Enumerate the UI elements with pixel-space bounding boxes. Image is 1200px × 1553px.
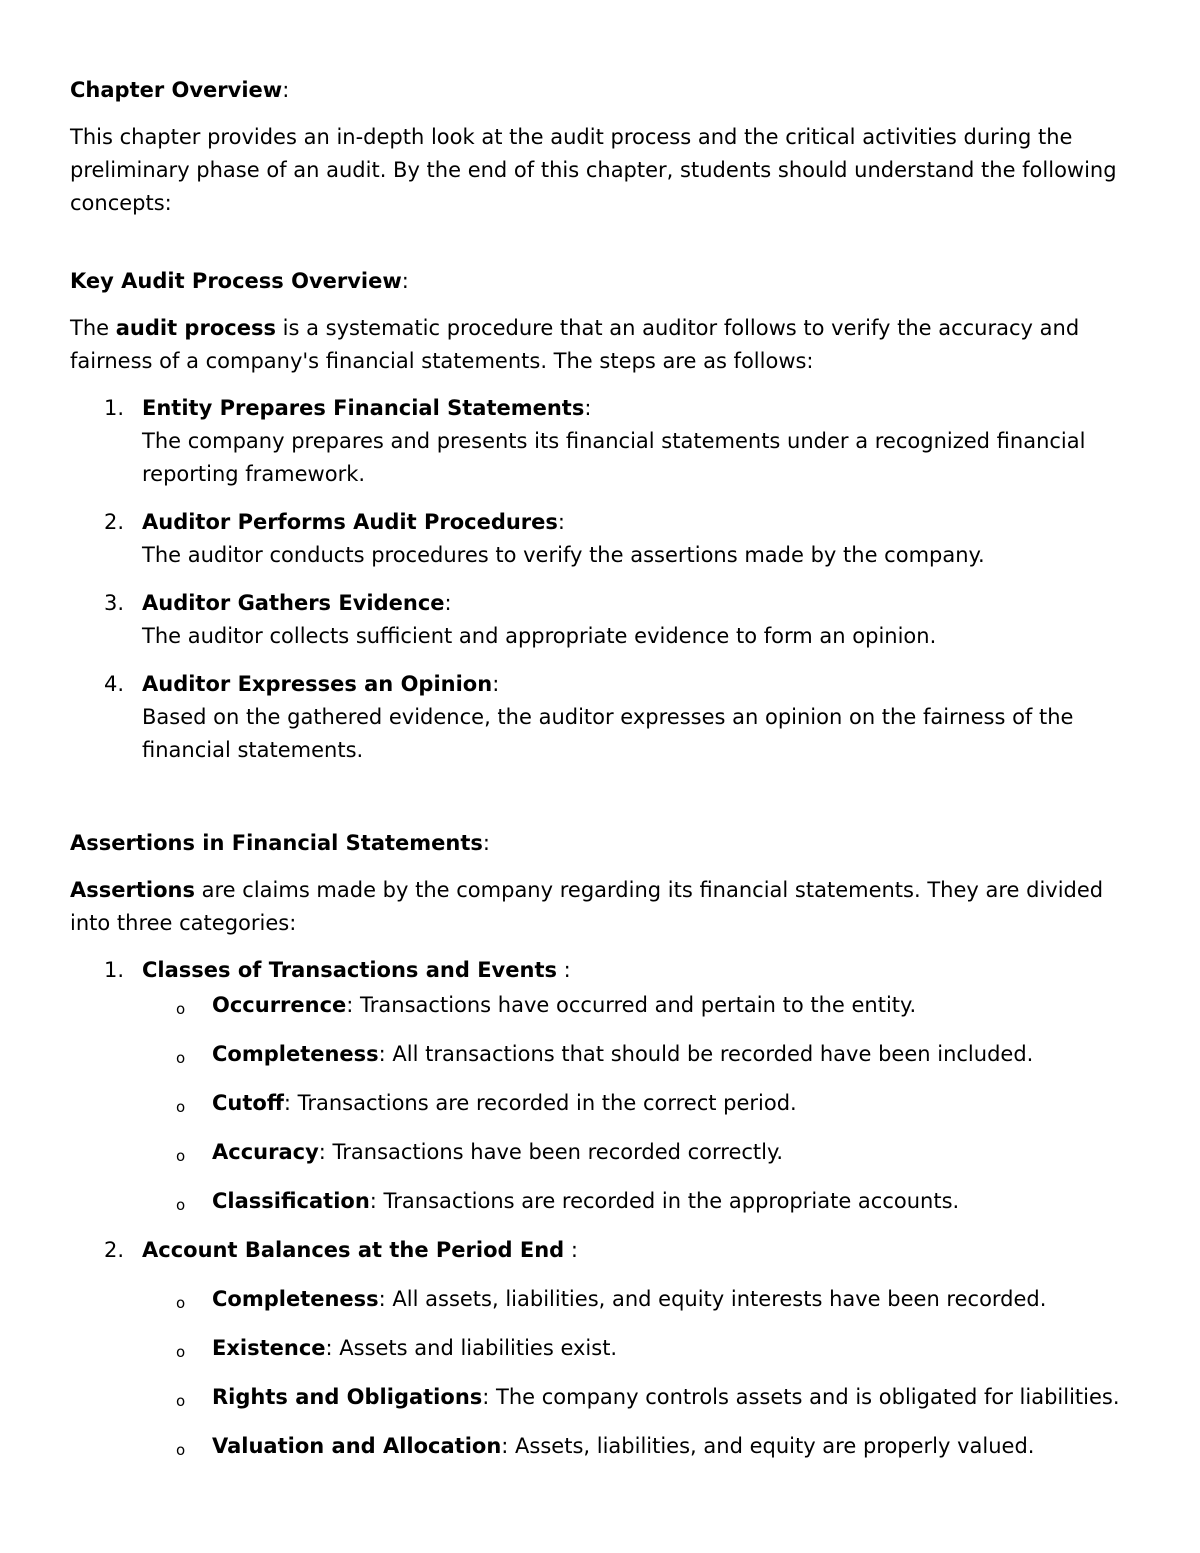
- step-title: Auditor Gathers Evidence: [142, 591, 445, 615]
- step-title: Auditor Performs Audit Procedures: [142, 510, 558, 534]
- list-item: o Accuracy: Transactions have been recorded correctly.: [142, 1136, 1130, 1169]
- list-item: 2. Account Balances at the Period End : o Completeness: All assets, liabilities, and equity interests have been recorded. o Existence: Assets and liabilities exist. o Rights and Obligations: The company controls assets and is obligated for liabilities. o Valuation and Allocation: Assets, liabilities, and equity are properly valued.: [70, 1234, 1130, 1463]
- circle-bullet-icon: o: [176, 1294, 186, 1312]
- list-item: o Classification: Transactions are recorded in the appropriate accounts.: [142, 1185, 1130, 1218]
- list-item: 1. Entity Prepares Financial Statements: The company prepares and presents its financial statements under a recognized financial reporting framework.: [70, 392, 1130, 491]
- category-title: Account Balances at the Period End: [142, 1238, 565, 1262]
- list-item: 4. Auditor Expresses an Opinion: Based on the gathered evidence, the auditor expresses an opinion on the fairness of the financial statements.: [70, 668, 1130, 767]
- step-description: The auditor collects sufficient and appropriate evidence to form an opinion.: [142, 624, 937, 648]
- key-audit-heading: Key Audit Process Overview:: [70, 269, 409, 293]
- list-item: o Existence: Assets and liabilities exist.: [142, 1332, 1130, 1365]
- key-audit-intro: The audit process is a systematic procedure that an auditor follows to verify the accuracy and fairness of a company's financial statements. The steps are as follows:: [70, 316, 1080, 373]
- list-item: o Completeness: All transactions that should be recorded have been included.: [142, 1038, 1130, 1071]
- circle-bullet-icon: o: [176, 1196, 186, 1214]
- circle-bullet-icon: o: [176, 1098, 186, 1116]
- list-item: 1. Classes of Transactions and Events : o Occurrence: Transactions have occurred and pertain to the entity. o Completeness: All transactions that should be recorded have been included. o Cutoff: Transactions are recorded in the correct period. o Accuracy: Transactions have been recorded correctly. o Classification: Transactions are recorded in the appropriate accounts.: [70, 954, 1130, 1218]
- audit-steps-list: [70, 392, 1130, 767]
- circle-bullet-icon: o: [176, 1049, 186, 1067]
- assertion-sublist: [142, 989, 1130, 1218]
- list-item: o Rights and Obligations: The company controls assets and is obligated for liabilities.: [142, 1381, 1130, 1414]
- circle-bullet-icon: o: [176, 1000, 186, 1018]
- list-item: 3. Auditor Gathers Evidence: The auditor collects sufficient and appropriate evidence to form an opinion.: [70, 587, 1130, 653]
- circle-bullet-icon: o: [176, 1147, 186, 1165]
- step-title: Entity Prepares Financial Statements: [142, 396, 585, 420]
- step-title: Auditor Expresses an Opinion: [142, 672, 493, 696]
- step-description: Based on the gathered evidence, the auditor expresses an opinion on the fairness of the financial statements.: [142, 705, 1074, 762]
- step-description: The auditor conducts procedures to verify the assertions made by the company.: [142, 543, 985, 567]
- assertions-heading: Assertions in Financial Statements:: [70, 831, 490, 855]
- circle-bullet-icon: o: [176, 1441, 186, 1459]
- assertion-sublist: [142, 1283, 1130, 1463]
- category-title: Classes of Transactions and Events: [142, 958, 557, 982]
- list-item: o Cutoff: Transactions are recorded in the correct period.: [142, 1087, 1130, 1120]
- circle-bullet-icon: o: [176, 1343, 186, 1361]
- list-item: o Valuation and Allocation: Assets, liabilities, and equity are properly valued.: [142, 1430, 1130, 1463]
- list-item: o Occurrence: Transactions have occurred and pertain to the entity.: [142, 989, 1130, 1022]
- list-item: o Completeness: All assets, liabilities, and equity interests have been recorded.: [142, 1283, 1130, 1316]
- chapter-overview-paragraph: This chapter provides an in-depth look at the audit process and the critical activities during the preliminary phase of an audit. By the end of this chapter, students should understand the following concepts:: [70, 125, 1117, 215]
- circle-bullet-icon: o: [176, 1392, 186, 1410]
- list-item: 2. Auditor Performs Audit Procedures: The auditor conducts procedures to verify the assertions made by the company.: [70, 506, 1130, 572]
- assertion-categories-list: [70, 954, 1130, 1463]
- document-page: [70, 74, 1130, 1479]
- chapter-overview-heading: Chapter Overview:: [70, 78, 290, 102]
- step-description: The company prepares and presents its financial statements under a recognized financial reporting framework.: [142, 429, 1086, 486]
- assertions-intro: Assertions are claims made by the company regarding its financial statements. They are divided into three categories:: [70, 878, 1104, 935]
